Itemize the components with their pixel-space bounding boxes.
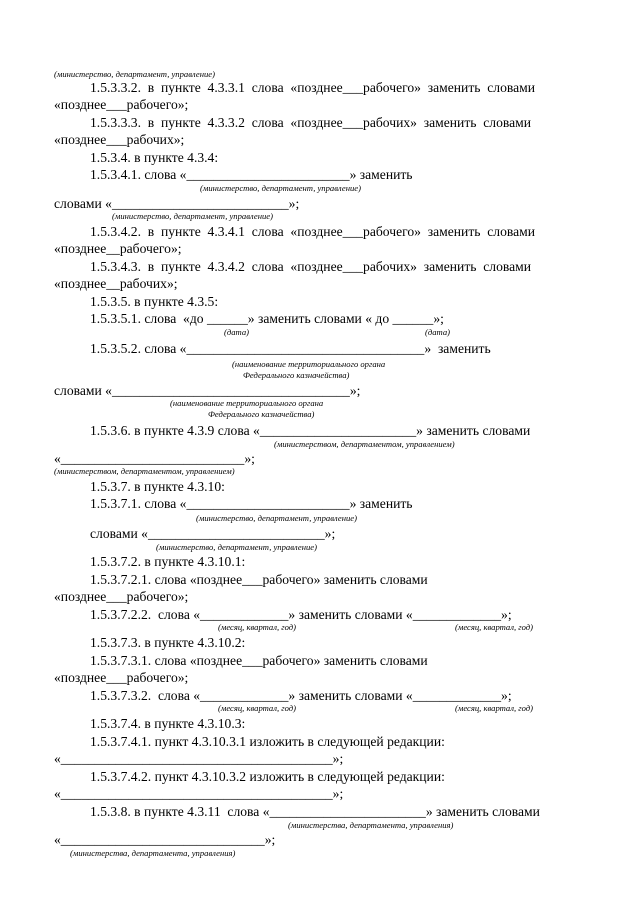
caption: (министерство, департамент, управление) (196, 513, 357, 523)
caption: (министерством, департаментом, управлением) (274, 439, 455, 449)
paragraph-line: «________________________________________»; (54, 751, 344, 766)
paragraph-line: «позднее___рабочих»; (54, 132, 185, 147)
paragraph-line: словами «__________________________»; (90, 526, 336, 541)
caption: (министерства, департамента, управления) (70, 848, 236, 858)
paragraph-line: 1.5.3.5.1. слова «до ______» заменить словами « до ______»; (90, 311, 444, 326)
paragraph-line: «позднее__рабочего»; (54, 241, 182, 256)
caption: Федерального казначейства) (243, 370, 350, 380)
paragraph-line: 1.5.3.7.4.1. пункт 4.3.10.3.1 изложить в следующей редакции: (90, 734, 445, 749)
paragraph-line: 1.5.3.4.3. в пункте 4.3.4.2 слова «позднее___рабочих» заменить словами (90, 259, 532, 274)
paragraph-line: 1.5.3.7. в пункте 4.3.10: (90, 479, 225, 494)
paragraph-line: 1.5.3.5.2. слова «___________________________________» заменить (90, 341, 491, 356)
paragraph-line: «________________________________________»; (54, 786, 344, 801)
caption: (министерства, департамента, управления) (288, 820, 454, 830)
paragraph-line: 1.5.3.7.1. слова «________________________» заменить (90, 496, 413, 511)
paragraph-line: 1.5.3.7.2.2. слова «_____________» заменить словами «_____________»; (90, 607, 512, 622)
paragraph-line: «______________________________»; (54, 832, 276, 847)
paragraph-line: 1.5.3.7.2. в пункте 4.3.10.1: (90, 554, 246, 569)
paragraph-line: «___________________________»; (54, 451, 255, 466)
caption: (министерство, департамент, управление) (54, 69, 215, 79)
paragraph-line: 1.5.3.4. в пункте 4.3.4: (90, 150, 219, 165)
paragraph-line: 1.5.3.7.4. в пункте 4.3.10.3: (90, 716, 246, 731)
paragraph-line: 1.5.3.5. в пункте 4.3.5: (90, 294, 219, 309)
caption: (месяц, квартал, год) (218, 703, 297, 713)
caption: (наименование территориального органа (170, 398, 324, 408)
caption: (министерство, департамент, управление) (112, 211, 273, 221)
paragraph-line: «позднее___рабочего»; (54, 589, 189, 604)
caption: (министерство, департамент, управление) (156, 542, 317, 552)
paragraph-line: 1.5.3.7.2.1. слова «позднее___рабочего» заменить словами (90, 572, 428, 587)
paragraph-line: словами «___________________________________»; (54, 383, 361, 398)
paragraph-line: «позднее__рабочих»; (54, 276, 178, 291)
paragraph-line: 1.5.3.8. в пункте 4.3.11 слова «_______________________» заменить словами (90, 804, 540, 819)
paragraph-line: 1.5.3.7.4.2. пункт 4.3.10.3.2 изложить в следующей редакции: (90, 769, 445, 784)
paragraph-line: 1.5.3.7.3. в пункте 4.3.10.2: (90, 635, 246, 650)
caption: (министерством, департаментом, управлением) (54, 466, 235, 476)
caption: (дата) (224, 327, 249, 337)
caption: (наименование территориального органа (232, 359, 386, 369)
paragraph-line: «позднее___рабочего»; (54, 670, 189, 685)
caption: (месяц, квартал, год) (455, 622, 534, 632)
paragraph-line: 1.5.3.6. в пункте 4.3.9 слова «_______________________» заменить словами (90, 423, 531, 438)
paragraph-line: 1.5.3.4.2. в пункте 4.3.4.1 слова «позднее___рабочего» заменить словами (90, 224, 536, 239)
caption: (месяц, квартал, год) (218, 622, 297, 632)
paragraph-line: 1.5.3.7.3.1. слова «позднее___рабочего» заменить словами (90, 653, 428, 668)
paragraph-line: 1.5.3.3.3. в пункте 4.3.3.2 слова «позднее___рабочих» заменить словами (90, 115, 532, 130)
paragraph-line: 1.5.3.4.1. слова «________________________» заменить (90, 167, 413, 182)
caption: (дата) (425, 327, 450, 337)
caption: (министерство, департамент, управление) (200, 183, 361, 193)
paragraph-line: словами «__________________________»; (54, 196, 300, 211)
caption: Федерального казначейства) (208, 409, 315, 419)
paragraph-line: «позднее___рабочего»; (54, 97, 189, 112)
caption: (месяц, квартал, год) (455, 703, 534, 713)
paragraph-line: 1.5.3.7.3.2. слова «_____________» заменить словами «_____________»; (90, 688, 512, 703)
paragraph-line: 1.5.3.3.2. в пункте 4.3.3.1 слова «позднее___рабочего» заменить словами (90, 80, 536, 95)
